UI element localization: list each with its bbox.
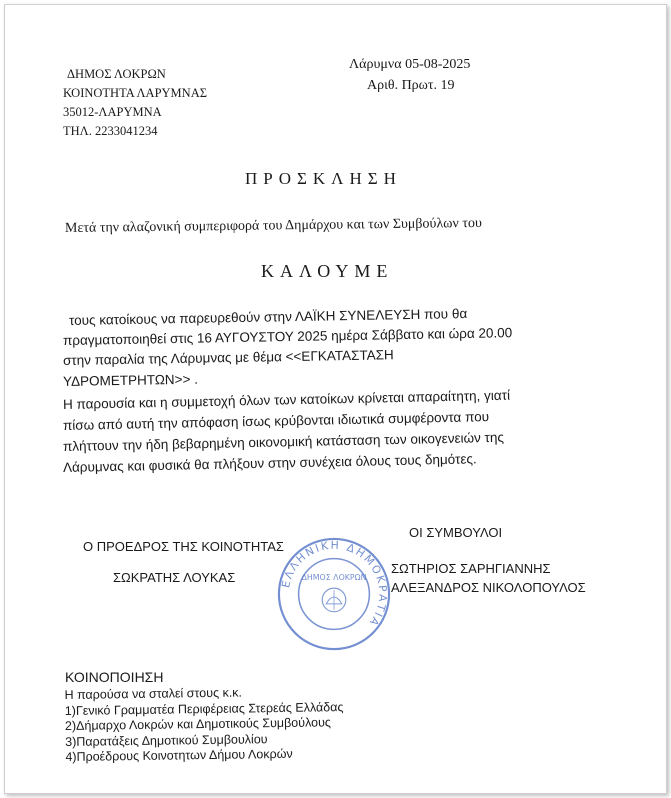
notify-item-2: 2)Δήμαρχο Λοκρών και Δημοτικούς Συμβούλους: [64, 715, 331, 733]
stamp-inner-text: ΔΗΜΟΣ ΛΟΚΡΩΝ: [301, 573, 367, 583]
sender-municipality: ΔΗΜΟΣ ΛΟΚΡΩΝ: [67, 67, 166, 81]
body-line-8: Λάρυμνας και φυσικά θα πλήξουν στην συνέχεια όλους τους δημότες.: [62, 451, 477, 475]
notify-item-3: 3)Παρατάξεις Δημοτικού Συμβουλίου: [65, 731, 268, 749]
document-page: [4, 4, 667, 794]
councillors-title: ΟΙ ΣΥΜΒΟΥΛΟΙ: [409, 525, 503, 540]
notify-list: [64, 684, 344, 765]
body-line-4: ΥΔΡΟΜΕΤΡΗΤΩΝ>> .: [62, 371, 199, 389]
body-line-7: πλήττουν την ήδη βεβαρημένη οικονομική κατάσταση των οικογενειών της: [62, 429, 505, 454]
president-name: ΣΩΚΡΑΤΗΣ ΛΟΥΚΑΣ: [113, 570, 236, 585]
official-stamp: [275, 535, 393, 653]
intro-line: Μετά την αλαζονική συμπεριφορά του Δημάρχου και των Συμβούλων του: [64, 215, 482, 236]
notify-heading: ΚΟΙΝΟΠΟΙΗΣΗ: [65, 669, 164, 685]
call-title: ΚΑΛΟΥΜΕ: [261, 261, 394, 281]
svg-text:ΕΛΛΗΝΙΚΗ ΔΗΜΟΚΡΑΤΙΑ: [279, 539, 389, 630]
document-title: ΠΡΟΣΚΛΗΣΗ: [245, 169, 402, 188]
sender-postal: 35012-ΛΑΡΥΜΝΑ: [63, 105, 162, 119]
sender-phone: ΤΗΛ. 2233041234: [63, 124, 158, 138]
body-line-5: Η παρουσία και η συμμετοχή όλων των κατοίκων κρίνεται απαραίτητη, γιατί: [62, 387, 511, 412]
body-line-1: τους κατοίκους να παρευρεθούν στην ΛΑΪΚΗ ΣΥΝΕΛΕΥΣΗ που θα: [68, 306, 468, 328]
body-line-6: πίσω από αυτή την απόφαση ίσως κρύβονται ιδιωτικά συμφέροντα που: [62, 409, 490, 433]
president-title: Ο ΠΡΟΕΔΡΟΣ ΤΗΣ ΚΟΙΝΟΤΗΤΑΣ: [83, 539, 284, 554]
councillor-2-name: ΑΛΕΞΑΝΔΡΟΣ ΝΙΚΟΛΟΠΟΥΛΟΣ: [391, 580, 586, 595]
document-date: Λάρυμνα 05-08-2025: [349, 57, 471, 72]
sender-community: ΚΟΙΝΟΤΗΤΑ ΛΑΡΥΜΝΑΣ: [63, 86, 207, 100]
councillor-1-name: ΣΩΤΗΡΙΟΣ ΣΑΡΗΓΙΑΝΝΗΣ: [391, 561, 551, 576]
notify-item-4: 4)Προέδρους Κοινοτητων Δήμου Λοκρών: [65, 746, 293, 764]
stamp-outer-text: ΕΛΛΗΝΙΚΗ ΔΗΜΟΚΡΑΤΙΑ: [279, 538, 390, 630]
body-line-2: πραγματοποιηθεί στις 16 ΑΥΓΟΥΣΤΟΥ 2025 ημέρα Σάββατο και ώρα 20.00: [62, 325, 513, 348]
body-line-3: στην παραλία της Λάρυμνας με θέμα <<ΕΓΚΑΤΑΣΤΑΣΗ: [62, 347, 394, 368]
protocol-number: Αριθ. Πρωτ. 19: [367, 78, 455, 93]
stamp-emblem-icon: [322, 588, 346, 612]
notify-item-1: 1)Γενικό Γραμματέα Περιφέρειας Στερεάς Ελλάδας: [64, 699, 344, 718]
sender-block: [63, 65, 207, 141]
notify-intro: Η παρούσα να σταλεί στους κ.κ.: [64, 685, 243, 703]
